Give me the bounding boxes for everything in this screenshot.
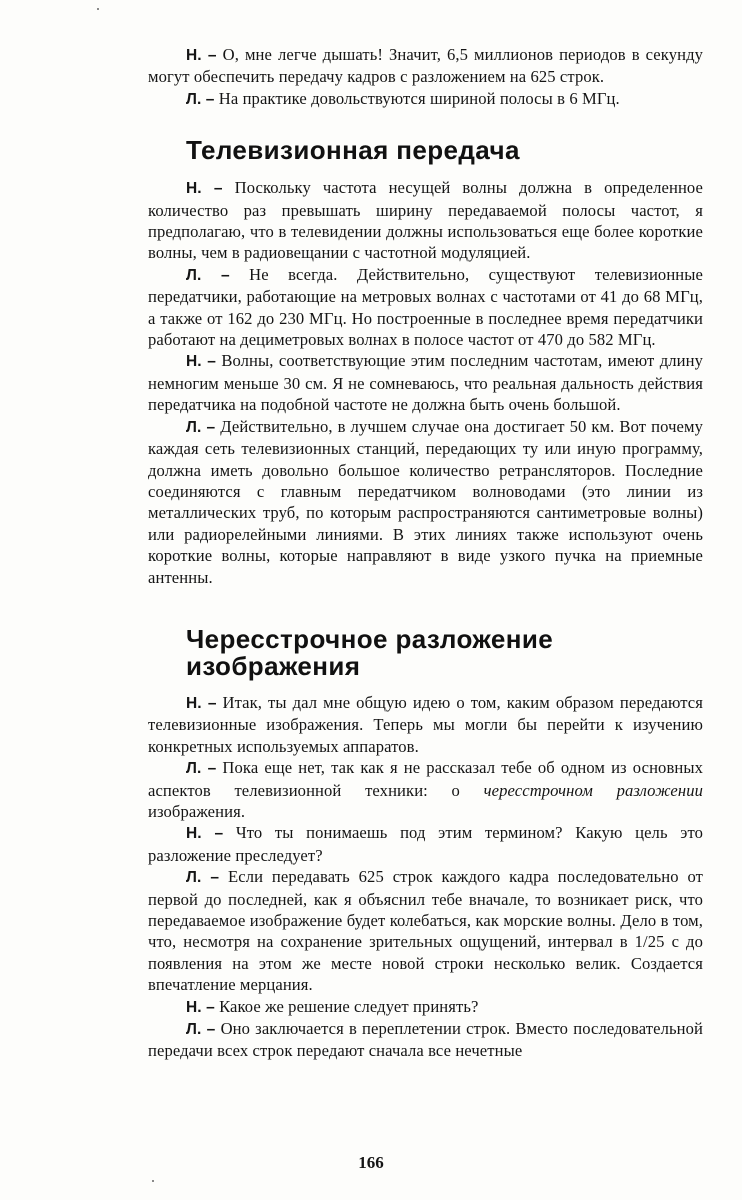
dialogue-paragraph — [148, 757, 703, 822]
dialogue-text: Пока еще нет, так как я не рассказал тебе об одном из основных аспектов телевизионной техники: о — [148, 758, 704, 800]
speaker-label: Н. – — [186, 180, 223, 198]
speaker-label: Н. – — [186, 47, 217, 64]
dialogue-paragraph — [148, 264, 703, 351]
dialogue-paragraph — [148, 866, 703, 995]
dialogue-text: Оно заключается в переплетении строк. Вместо последовательной передачи всех строк передают сначала все нечетные — [148, 1019, 704, 1061]
speaker-label: Л. – — [186, 1021, 216, 1039]
dialogue-paragraph — [148, 692, 703, 757]
section-heading: Телевизионная передача — [186, 135, 520, 166]
dialogue-text: Итак, ты дал мне общую идею о том, каким образом передаются телевизионные изображения. Теперь мы могли бы перейти к изучению конкретных используемых аппаратов. — [148, 692, 703, 756]
dialogue-paragraph — [148, 996, 703, 1018]
dialogue-paragraph — [148, 44, 703, 88]
speaker-label: Л. – — [186, 90, 215, 108]
speaker-label: Н. – — [186, 694, 217, 712]
speaker-label: Н. – — [186, 353, 216, 371]
speaker-label: Л. – — [186, 418, 216, 436]
dialogue-text: изображения. — [148, 801, 246, 821]
dialogue-text: Волны, соответствующие этим последним частотам, имеют длину немногим меньше 30 см. Я не сомневаюсь, что реальная дальность действия передатчика на подобной частоте не должна быть очень большой. — [148, 351, 704, 415]
page-number: 166 — [358, 1153, 384, 1172]
dialogue-text: Что ты понимаешь под этим термином? Какую цель это разложение преследует? — [148, 823, 703, 865]
text-column — [148, 44, 703, 1062]
dialogue-paragraph — [148, 416, 703, 588]
dialogue-text: Поскольку частота несущей волны должна в определенное количество раз превышать ширину передаваемой полосы частот, я предполагаю, что в телевидении должны использоваться еще более короткие волны, чем в радиовещании с частотной модуляцией. — [148, 178, 703, 263]
section-heading: Чересстрочное разложение изображения — [186, 623, 554, 681]
dialogue-text: Если передавать 625 строк каждого кадра последовательно от первой до последней, как я объяснил тебе вначале, то возникает риск, что передаваемое изображение будет колебаться, как морские волны. Дело в том, что, несмотря на сохранение зрительных ощущений, интервал в 1/25 с до появления на этом же месте новой строки несколько велик. Создается впечатление мерцания. — [148, 867, 704, 995]
dialogue-text: На практике довольствуются шириной полосы в 6 МГц. — [218, 88, 620, 108]
dialogue-paragraph — [148, 88, 703, 110]
dialogue-paragraph — [148, 1018, 703, 1062]
print-speck — [97, 8, 99, 10]
speaker-label: Н. – — [186, 998, 215, 1016]
dialogue-text: Не всегда. Действительно, существуют телевизионные передатчики, работающие на метровых волнах с частотами от 41 до 68 МГц, а также от 162 до 230 МГц. Но построенные в последнее время передатчики работают на дециметровых волнах в полосе частот от 470 до 582 МГц. — [148, 264, 703, 350]
dialogue-text: Действительно, в лучшем случае она достигает 50 км. Вот почему каждая сеть телевизионных станций, передающих ту или иную программу, должна иметь довольно большое количество ретрансляторов. Последние соединяются с главным передатчиком волноводами (это линии из металлических труб, по которым распространяются сантиметровые волны) или радиорелейными линиями. В этих линиях также используют очень короткие волны, которые направляют в виде узкого пучка на приемные антенны. — [148, 416, 703, 587]
dialogue-paragraph — [148, 177, 703, 264]
speaker-label: Л. – — [186, 760, 217, 778]
speaker-label: Л. – — [186, 266, 230, 284]
print-speck — [152, 1180, 154, 1182]
speaker-label: Н. – — [186, 825, 224, 843]
dialogue-paragraph — [148, 350, 703, 415]
dialogue-text: Какое же решение следует принять? — [219, 996, 479, 1016]
emphasized-term: чересстрочном разложении — [483, 780, 704, 800]
speaker-label: Л. – — [186, 869, 220, 887]
dialogue-text: О, мне легче дышать! Значит, 6,5 миллионов периодов в секунду могут обеспечить передачу кадров с разложением на 625 строк. — [148, 45, 704, 87]
dialogue-paragraph — [148, 822, 703, 866]
